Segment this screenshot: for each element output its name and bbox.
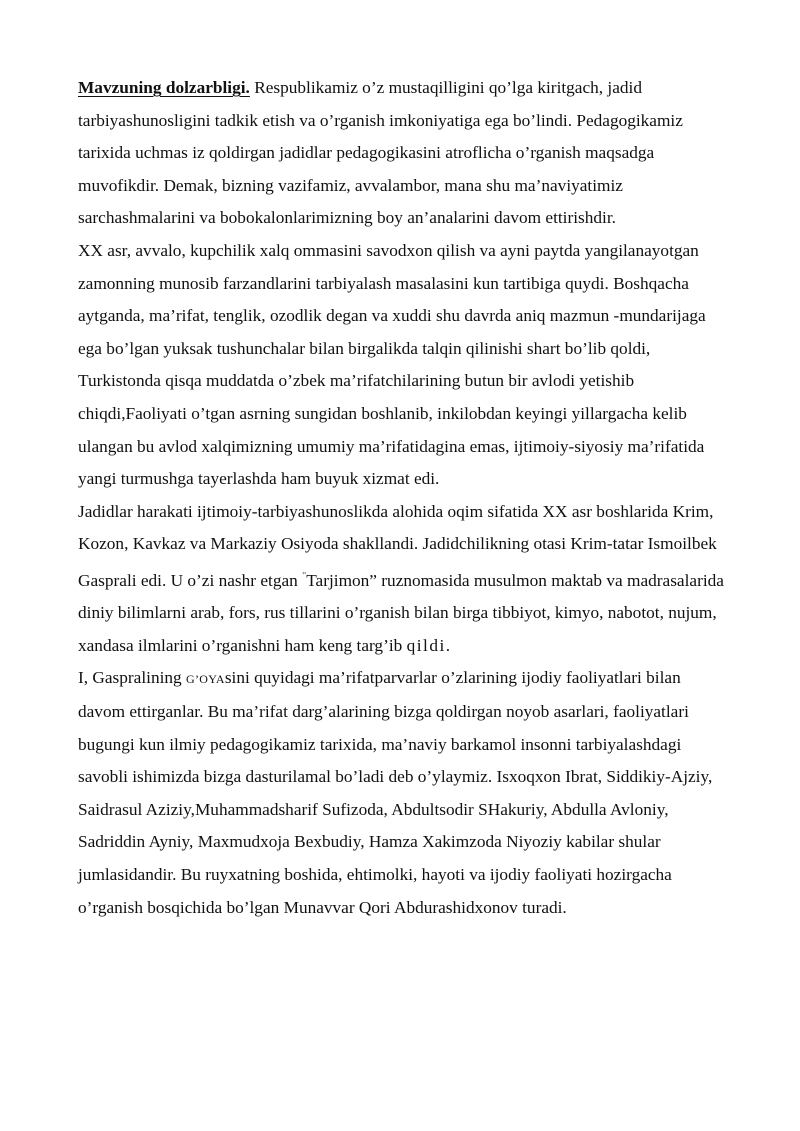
paragraph-text: I, Gaspralining: [78, 668, 186, 688]
section-heading: Mavzuning dolzarbligi.: [78, 78, 250, 97]
paragraph-xx-century: [78, 235, 728, 496]
document-page: [78, 72, 728, 924]
paragraph-text: sini quyidagi ma’rifatparvarlar o’zlarining ijodiy faoliyatlari bilan davom ettirganlar. Bu ma’rifat darg’alarining bizga qoldirgan noyob asarlari, faoliyatlari bugungi kun ilmiy pedagogikamiz tarixida, ma’naviy barkamol insonni tarbiyalashdagi savobli ishimizda bizga dasturilamal bo’ladi deb o’ylaymiz. Isxoqxon Ibrat, Siddikiy-Ajziy, Saidrasul Aziziy,Muhammadsharif Sufizoda, Abdultsodir SHakuriy, Abdulla Avloniy, Sadriddin Ayniy, Maxmudxoja Bexbudiy, Hamza Xakimzoda Niyoziy kabilar shular jumlasidandir. Bu ruyxatning boshida, ehtimolki, hayoti va ijodiy faoliyati hozirgacha o’rganish bosqichida bo’lgan Munavvar Qori Abdurashidxonov turadi.: [78, 668, 713, 917]
paragraph-last-word: qildi.: [406, 635, 452, 655]
paragraph-text: Tarjimon” ruznomasida musulmon maktab va madrasalarida diniy bilimlarni arab, fors, rus tillarini o’rganish bilan birga tibbiyot, kimyo, nabotot, nujum, xandasa ilmlarini o’rganishni ham keng targ’ib: [78, 570, 724, 655]
paragraph-text: Jadidlar harakati ijtimoiy-tarbiyashunoslikda alohida oqim sifatida XX asr boshlarida Krim, Kozon, Kavkaz va Markaziy Osiyoda shakllandi. Jadidchilikning otasi Krim-tatar Ismoilbek Gasprali edi. U o’zi nashr etgan: [78, 501, 717, 590]
paragraph-jadid-movement: [78, 496, 728, 663]
paragraph-relevance: [78, 72, 728, 235]
paragraph-text: Respublikamiz o’z mustaqilligini qo’lga kiritgach, jadid tarbiyashunosligini tadkik etish va o’rganish imkoniyatiga ega bo’lindi. Pedagogikamiz tarixida uchmas iz qoldirgan jadidlar pedagogikasini atroflicha o’rganish maqsadga muvofikdir. Demak, bizning vazifamiz, avvalambor, mana shu ma’naviyatimiz sarchashmalarini va bobokalonlarimizning boy an’analarini davom ettirishdir.: [78, 78, 683, 228]
open-quote: ": [302, 570, 307, 582]
paragraph-gasprali-idea: [78, 662, 728, 924]
paragraph-text: XX asr, avvalo, kupchilik xalq ommasini savodxon qilish va ayni paytda yangilanayotgan zamonning munosib farzandlarini tarbiyalash masalasini kun tartibiga quydi. Boshqacha aytganda, ma’rifat, tenglik, ozodlik degan va xuddi shu davrda aniq mazmun -mundarijaga ega bo’lgan yuksak tushunchalar bilan birgalikda talqin qilinishi shart bo’lib qoldi, Turkistonda qisqa muddatda o’zbek ma’rifatchilarining butun bir avlodi yetishib chiqdi,Faoliyati o’tgan asrning sungidan boshlanib, inkilobdan keyingi yillargacha kelib ulangan bu avlod xalqimizning umumiy ma’rifatidagina emas, ijtimoiy-siyosiy ma’rifatida yangi turmushga tayerlashda ham buyuk xizmat edi.: [78, 240, 706, 489]
smallcaps-word: G’OYA: [185, 672, 225, 687]
